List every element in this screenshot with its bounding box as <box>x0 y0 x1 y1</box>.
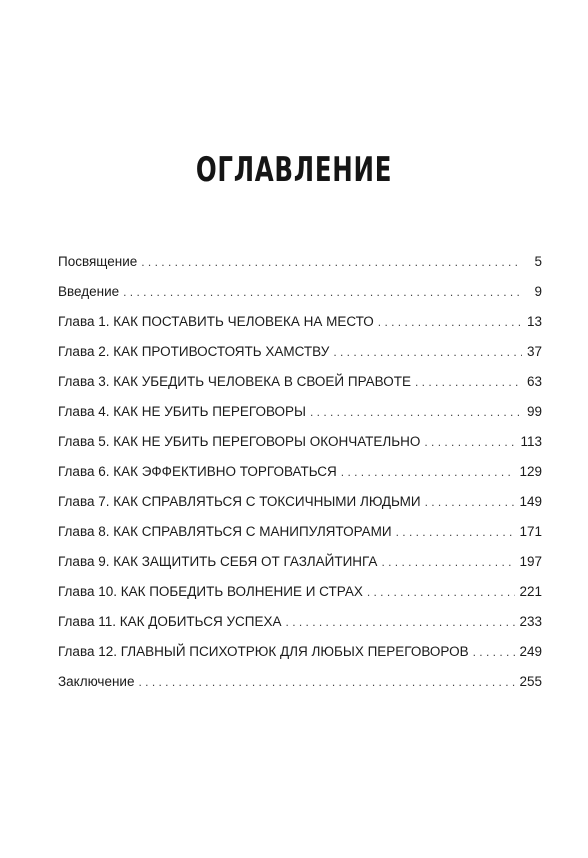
toc-entry-label: Посвящение <box>58 254 138 269</box>
toc-entry-label: Глава 12. ГЛАВНЫЙ ПСИХОТРЮК ДЛЯ ЛЮБЫХ ПЕРЕГОВОРОВ <box>58 644 469 659</box>
toc-entry <box>58 312 542 342</box>
toc-entry-label: Глава 10. КАК ПОБЕДИТЬ ВОЛНЕНИЕ И СТРАХ <box>58 584 363 599</box>
dot-leader <box>378 312 522 332</box>
toc-entry-page-number: 221 <box>519 584 542 599</box>
toc-entry <box>58 582 542 612</box>
dot-leader <box>473 642 516 662</box>
dot-leader <box>396 522 516 542</box>
toc-entry-label: Глава 9. КАК ЗАЩИТИТЬ СЕБЯ ОТ ГАЗЛАЙТИНГА <box>58 554 378 569</box>
toc-entry-label: Глава 4. КАК НЕ УБИТЬ ПЕРЕГОВОРЫ <box>58 404 306 419</box>
dot-leader <box>123 282 522 302</box>
toc-entry <box>58 492 542 522</box>
toc-entry-label: Глава 11. КАК ДОБИТЬСЯ УСПЕХА <box>58 614 282 629</box>
page-title: ОГЛАВЛЕНИЕ <box>195 150 393 190</box>
toc-entry <box>58 612 542 642</box>
toc-entry-page-number: 99 <box>526 404 542 419</box>
toc-entry-page-number: 197 <box>519 554 542 569</box>
table-of-contents <box>58 252 542 702</box>
toc-entry-page-number: 171 <box>519 524 542 539</box>
toc-entry-page-number: 113 <box>520 434 542 449</box>
toc-entry-label: Глава 3. КАК УБЕДИТЬ ЧЕЛОВЕКА В СВОЕЙ ПРАВОТЕ <box>58 374 411 389</box>
toc-entry-page-number: 249 <box>519 644 542 659</box>
dot-leader <box>141 252 522 272</box>
toc-entry <box>58 672 542 702</box>
toc-entry <box>58 432 542 462</box>
toc-entry <box>58 372 542 402</box>
dot-leader <box>333 342 522 362</box>
dot-leader <box>138 672 515 692</box>
dot-leader <box>424 432 516 452</box>
toc-entry-label: Глава 5. КАК НЕ УБИТЬ ПЕРЕГОВОРЫ ОКОНЧАТЕЛЬНО <box>58 434 421 449</box>
dot-leader <box>381 552 515 572</box>
toc-entry <box>58 642 542 672</box>
toc-entry-page-number: 255 <box>519 674 542 689</box>
toc-entry <box>58 342 542 372</box>
toc-entry-label: Введение <box>58 284 120 299</box>
toc-entry-label: Глава 2. КАК ПРОТИВОСТОЯТЬ ХАМСТВУ <box>58 344 330 359</box>
toc-entry <box>58 462 542 492</box>
toc-entry-label: Глава 8. КАК СПРАВЛЯТЬСЯ С МАНИПУЛЯТОРАМИ <box>58 524 392 539</box>
toc-entry-label: Глава 1. КАК ПОСТАВИТЬ ЧЕЛОВЕКА НА МЕСТО <box>58 314 374 329</box>
toc-entry-label: Глава 7. КАК СПРАВЛЯТЬСЯ С ТОКСИЧНЫМИ ЛЮДЬМИ <box>58 494 421 509</box>
toc-entry <box>58 402 542 432</box>
toc-entry-page-number: 149 <box>519 494 542 509</box>
toc-entry-label: Глава 6. КАК ЭФФЕКТИВНО ТОРГОВАТЬСЯ <box>58 464 337 479</box>
toc-entry-page-number: 9 <box>534 284 542 299</box>
toc-entry-page-number: 63 <box>526 374 542 389</box>
toc-entry-label: Заключение <box>58 674 135 689</box>
toc-entry-page-number: 129 <box>519 464 542 479</box>
toc-entry <box>58 552 542 582</box>
dot-leader <box>425 492 516 512</box>
toc-entry <box>58 522 542 552</box>
dot-leader <box>341 462 516 482</box>
toc-entry-page-number: 13 <box>526 314 542 329</box>
dot-leader <box>286 612 516 632</box>
toc-entry-page-number: 37 <box>526 344 542 359</box>
toc-entry <box>58 252 542 282</box>
dot-leader <box>415 372 522 392</box>
toc-entry-page-number: 5 <box>534 254 542 269</box>
toc-entry <box>58 282 542 312</box>
dot-leader <box>367 582 516 602</box>
dot-leader <box>310 402 522 422</box>
toc-entry-page-number: 233 <box>519 614 542 629</box>
